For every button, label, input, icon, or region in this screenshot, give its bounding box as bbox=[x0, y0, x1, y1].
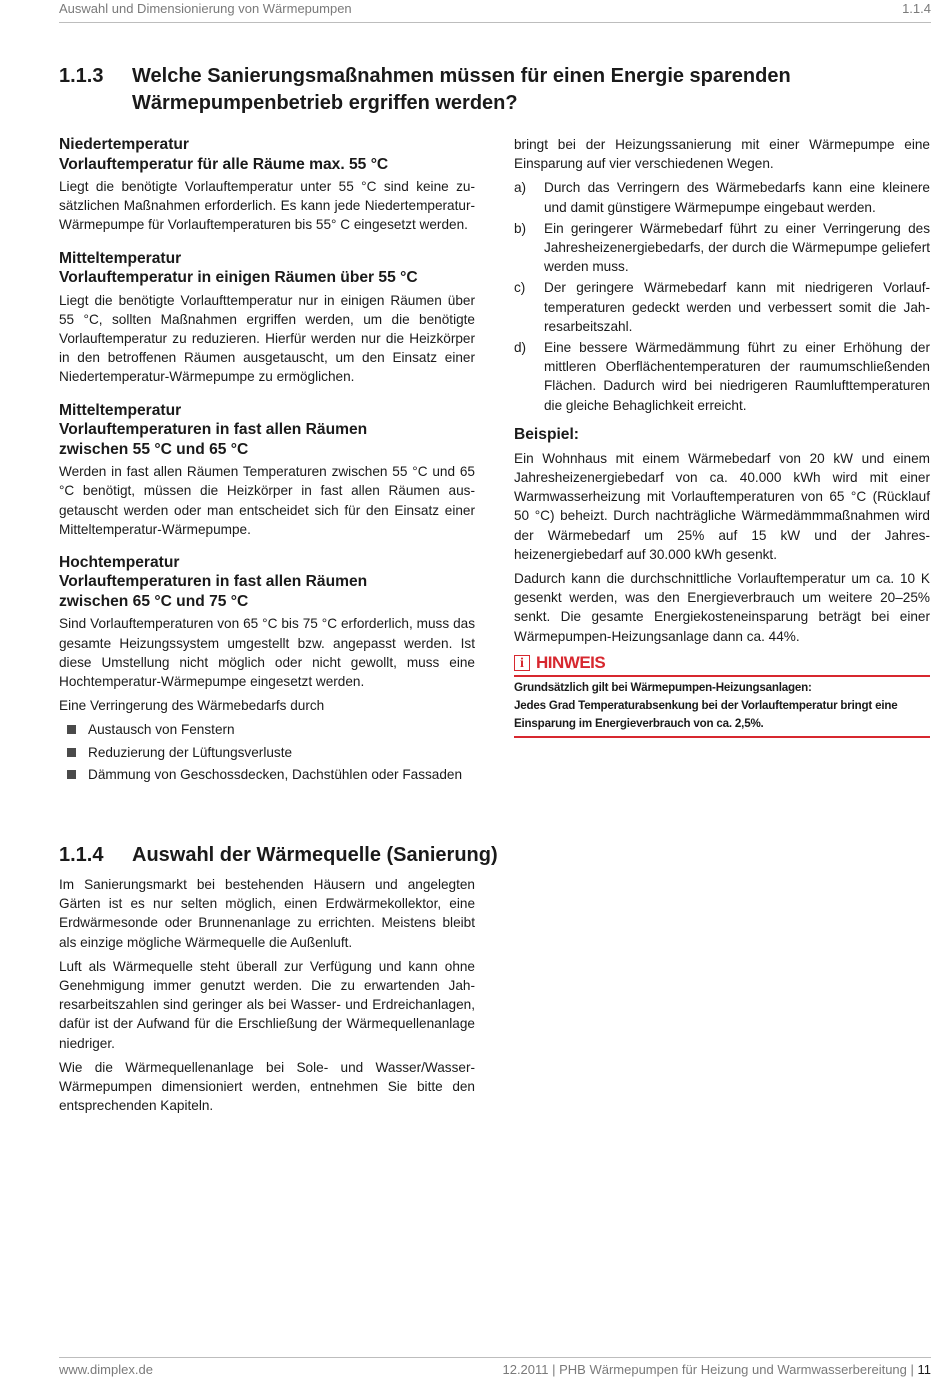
list-item-text: Der geringere Wärmebedarf kann mit niedrigeren Vorlauftemperaturen gedeckt werden und verbessert somit die Jahresarbeitszahl. bbox=[544, 280, 930, 334]
list-item bbox=[59, 720, 475, 739]
block-heading bbox=[59, 249, 475, 288]
block-heading-line: zwischen 65 °C und 75 °C bbox=[59, 592, 249, 610]
section-number: 1.1.4 bbox=[59, 844, 104, 866]
left-column bbox=[59, 135, 475, 787]
list-item bbox=[59, 743, 475, 762]
square-bullet-icon bbox=[67, 725, 76, 734]
page-number: 11 bbox=[917, 1362, 931, 1377]
block-heading-line: Vorlauftemperaturen in fast allen Räumen bbox=[59, 573, 368, 591]
list-item-text: Dämmung von Geschossdecken, Dachstühlen oder Fassaden bbox=[88, 766, 463, 782]
hinweis-box bbox=[514, 654, 930, 738]
block-mitteltemperatur-einige bbox=[59, 249, 475, 387]
page-footer bbox=[59, 1357, 931, 1378]
square-bullet-icon bbox=[67, 748, 76, 757]
block-paragraph: Sind Vorlauftemperaturen von 65 °C bis 75 °C erforderlich, muss das gesamte Heizungssystem umgestellt bzw. angepasst werden. Ist diese Umstellung nicht möglich oder nicht gewollt, muss eine Hochtemperatur-Wärmepumpe eingesetzt werden. bbox=[59, 616, 475, 690]
footer-publication-text: 12.2011 | PHB Wärmepumpen für Heizung und Warmwasserbereitung | bbox=[502, 1362, 918, 1377]
hinweis-label: HINWEIS bbox=[536, 652, 606, 672]
block-heading-line: Mitteltemperatur bbox=[59, 401, 182, 419]
intro-paragraph: bringt bei der Heizungssanierung mit einer Wärmepumpe eine Einsparung auf vier verschiedenen Wegen. bbox=[514, 137, 930, 172]
body-paragraph: Luft als Wärmequelle steht überall zur Verfügung und kann ohne Genehmigung immer genutzt werden. Die zu erwartenden Jahresarbeitszahlen sind geringer als bei Wasser- und Erdreichanlagen, dafür ist der Aufwand für die Erschließung der Wärmequellenanlage niedriger. bbox=[59, 958, 475, 1051]
body-paragraph: Im Sanierungsmarkt bei bestehenden Häusern und angelegten Gärten ist es nur selten möglich, einen Erdwärmekollektor, eine Erdwärmesonde oder Brunnenanlage zu errichten. Meistens bleibt als einzige mögliche Wärmequelle die Außenluft. bbox=[59, 877, 475, 950]
list-item-text: Ein geringerer Wärmebedarf führt zu einer Verringerung des Jahresheizenergiebedarfs, der durch die Wärmepumpe geliefert werden muss. bbox=[544, 220, 930, 275]
footer-website-link[interactable]: www.dimplex.de bbox=[59, 1362, 153, 1377]
list-marker: d) bbox=[514, 340, 527, 356]
header-section-number: 1.1.4 bbox=[902, 1, 931, 16]
footer-publication-info bbox=[502, 1360, 931, 1380]
list-item bbox=[514, 338, 930, 415]
list-marker: a) bbox=[514, 180, 527, 196]
section-heading-1-1-4 bbox=[59, 842, 559, 870]
list-item bbox=[514, 278, 930, 336]
body-paragraph: Wie die Wärmequellenanlage bei Sole- und Wasser/Wasser-Wärmepumpen dimensioniert werden, entnehmen Sie bitte den entsprechenden Kapiteln. bbox=[59, 1059, 475, 1114]
section-1-1-4-body bbox=[59, 875, 475, 1120]
block-heading-line: Niedertemperatur bbox=[59, 136, 189, 153]
hinweis-line: Jedes Grad Temperaturabsenkung bei der Vorlauftemperatur bringt eine Einsparung im Energieverbrauch von ca. 2,5%. bbox=[514, 698, 898, 730]
info-icon: i bbox=[514, 655, 530, 671]
header-chapter-title: Auswahl und Dimensionierung von Wärmepumpen bbox=[59, 1, 352, 16]
block-heading-line: zwischen 55 °C und 65 °C bbox=[59, 440, 249, 458]
section-number: 1.1.3 bbox=[59, 65, 104, 87]
block-paragraph: Liegt die benötigte Vorlaufttemperatur nur in einigen Räumen über 55 °C, sollten Maßnahmen ergriffen werden, um die benötigte Vorlauftemperatur zu reduzieren. Hierfür werden nur die Heizkörper in den betroffenen Räumen ausgetauscht, um den Einsatz einer Niedertemperatur-Wärmepumpe zu ermöglichen. bbox=[59, 292, 475, 385]
list-item bbox=[59, 765, 475, 784]
right-column bbox=[514, 135, 930, 738]
block-niedertemperatur bbox=[59, 135, 475, 235]
list-item bbox=[514, 178, 930, 216]
section-title-line-2: Wärmepumpenbetrieb ergriffen werden? bbox=[132, 92, 518, 114]
list-marker: b) bbox=[514, 220, 527, 236]
example-heading: Beispiel: bbox=[514, 425, 579, 443]
block-heading-line: Hochtemperatur bbox=[59, 553, 180, 571]
savings-list bbox=[514, 178, 930, 414]
list-marker: c) bbox=[514, 280, 526, 296]
block-paragraph: Eine Verringerung des Wärmebedarfs durch bbox=[59, 698, 325, 714]
list-item-text: Eine bessere Wärmedämmung führt zu einer Erhöhung der mittleren Oberflächentemperaturen der raumumschließenden Flächen. Dadurch wird bei niedrigeren Raumlufttemperaturen die gleiche Behaglichkeit erreicht. bbox=[544, 340, 930, 413]
block-paragraph: Liegt die benötigte Vorlauftemperatur unter 55 °C sind keine zusätzlichen Maßnahmen erforderlich. Es kann jede Niedertemperatur-Wärmepumpe für Vorlauftemperaturen bis 55° C eingesetzt werden. bbox=[59, 179, 475, 233]
block-hochtemperatur bbox=[59, 553, 475, 784]
section-title bbox=[132, 63, 791, 117]
hinweis-header bbox=[514, 654, 930, 677]
block-paragraph: Werden in fast allen Räumen Temperaturen zwischen 55 °C und 65 °C benötigt, müssen die Heizkörper in fast allen Räumen ausgetauscht werden oder man entscheidet sich für den Einsatz einer Mitteltemperatur-Wärmepumpe. bbox=[59, 464, 475, 537]
block-heading bbox=[59, 401, 475, 460]
example-paragraph: Ein Wohnhaus mit einem Wärmebedarf von 20 kW und einem Jahresheizenergiebedarf von ca. 40.000 kWh wird mit einer Warmwasserheizung mit Vorlauftemperaturen von 65 °C (Rücklauf 50 °C) beheizt. Durch nachträgliche Wärmedämmmaßnahmen wird der Wärmebedarf um 25% auf 15 kW und der Jahresheizenergiebedarf auf 30.000 kWh gesenkt. bbox=[514, 450, 930, 562]
block-heading bbox=[59, 553, 475, 612]
hinweis-line: Grundsätzlich gilt bei Wärmepumpen-Heizungsanlagen: bbox=[514, 680, 812, 694]
block-heading-line: Vorlauftemperaturen in fast allen Räumen bbox=[59, 421, 368, 439]
example-paragraph: Dadurch kann die durchschnittliche Vorlauftemperatur um ca. 10 K gesenkt werden, was den Energieverbrauch um weitere 20–25% senkt. Die gesamte Energiekosteneinsparung beträgt bei einer Wärmepumpen-Heizungsanlage dann ca. 44%. bbox=[514, 571, 930, 644]
list-item-text: Austausch von Fenstern bbox=[88, 722, 235, 738]
section-title: Auswahl der Wärmequelle (Sanierung) bbox=[132, 844, 498, 866]
hinweis-body bbox=[514, 677, 930, 738]
measures-list bbox=[59, 720, 475, 784]
list-item bbox=[514, 219, 930, 277]
block-heading-line: Vorlauftemperatur in einigen Räumen über 55 °C bbox=[59, 269, 418, 287]
block-mitteltemperatur-fast-alle bbox=[59, 401, 475, 539]
block-heading-line: Mitteltemperatur bbox=[59, 249, 182, 267]
list-item-text: Reduzierung der Lüftungsverluste bbox=[88, 744, 293, 760]
square-bullet-icon bbox=[67, 770, 76, 779]
section-heading-1-1-3 bbox=[59, 63, 931, 119]
page-header bbox=[59, 0, 931, 23]
block-heading bbox=[59, 135, 475, 174]
list-item-text: Durch das Verringern des Wärmebedarfs kann eine kleinere und damit günstigere Wärmepumpe eingebaut werden. bbox=[544, 180, 930, 215]
section-title-line-1: Welche Sanierungsmaßnahmen müssen für einen Energie sparenden bbox=[132, 65, 791, 87]
block-heading-line: Vorlauftemperatur für alle Räume max. 55 °C bbox=[59, 155, 389, 173]
